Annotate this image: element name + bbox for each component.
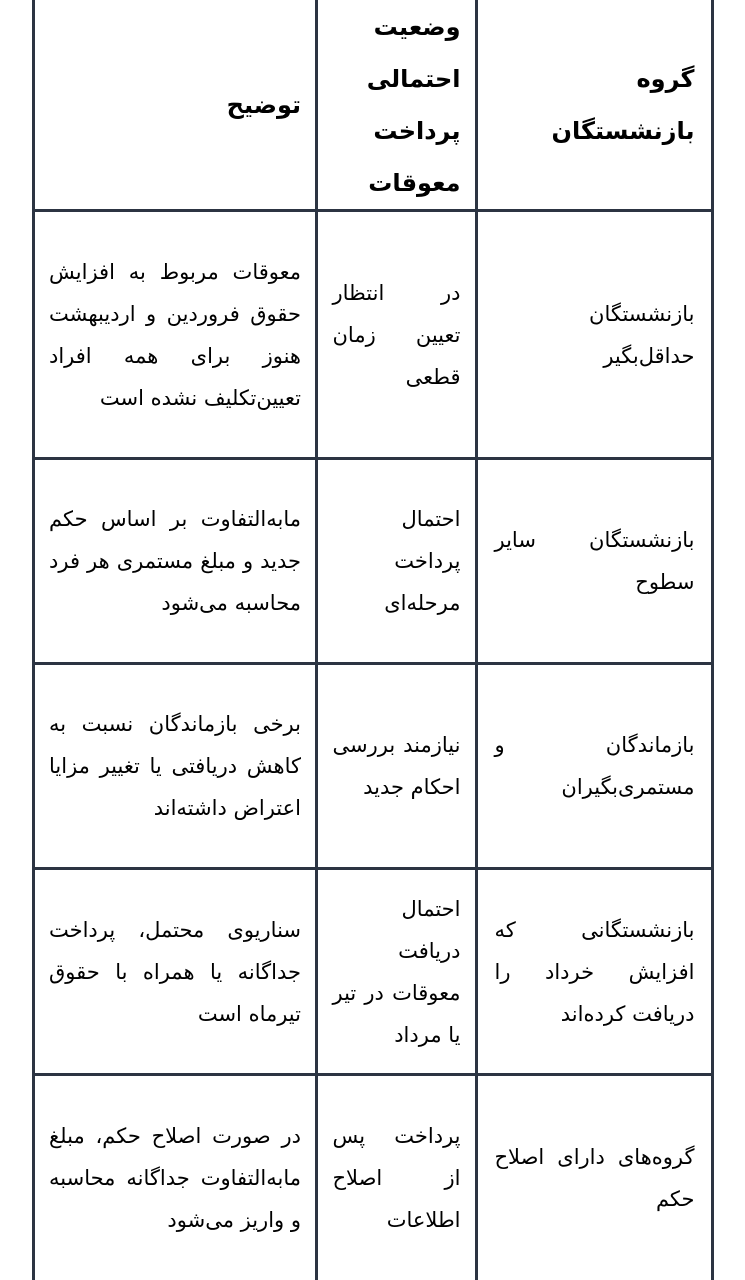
- note-text: برخی بازماندگان نسبت به کاهش دریافتی یا تغییر مزایا اعتراض داشته‌اند: [49, 712, 301, 820]
- status-cell: [315, 1076, 478, 1280]
- table-row: [35, 460, 711, 665]
- group-text: گروه‌های دارای اصلاح حکم: [494, 1145, 695, 1211]
- status-text: در انتظار تعیین زمان قطعی: [332, 280, 461, 389]
- note-cell: [35, 665, 315, 867]
- header-group-label: گروه بازنشستگان: [551, 64, 695, 145]
- note-cell: [35, 1076, 315, 1280]
- note-text: معوقات مربوط به افزایش حقوق فروردین و اردیبهشت هنوز برای همه افراد تعیین‌تکلیف نشده است: [49, 259, 301, 410]
- group-text: بازنشستگان سایر سطوح: [494, 528, 695, 594]
- status-text: احتمال دریافت معوقات در تیر یا مرداد: [332, 896, 461, 1047]
- note-text: در صورت اصلاح حکم، مبلغ مابه‌التفاوت جداگانه محاسبه و واریز می‌شود: [49, 1124, 301, 1232]
- status-cell: [315, 460, 478, 662]
- note-text: مابه‌التفاوت بر اساس حکم جدید و مبلغ مستمری هر فرد محاسبه می‌شود: [49, 507, 301, 615]
- group-cell: [478, 460, 711, 662]
- note-cell: [35, 212, 315, 457]
- group-cell: [478, 212, 711, 457]
- status-text: پرداخت پس از اصلاح اطلاعات: [332, 1124, 461, 1232]
- group-cell: [478, 1076, 711, 1280]
- status-text: احتمال پرداخت مرحله‌ای: [384, 507, 461, 615]
- header-cell-status: [315, 0, 478, 209]
- group-cell: [478, 665, 711, 867]
- header-cell-group: [478, 0, 711, 209]
- note-cell: [35, 870, 315, 1073]
- status-cell: [315, 212, 478, 457]
- group-text: بازماندگان و مستمری‌بگیران: [494, 733, 695, 799]
- note-text: سناریوی محتمل، پرداخت جداگانه یا همراه با حقوق تیرماه است: [49, 917, 301, 1026]
- table-row: [35, 870, 711, 1076]
- group-text: بازنشستگان حداقل‌بگیر: [589, 301, 695, 368]
- retirees-table: [32, 0, 714, 1280]
- table-row: [35, 212, 711, 460]
- group-cell: [478, 870, 711, 1073]
- status-cell: [315, 665, 478, 867]
- status-text: نیازمند بررسی احکام جدید: [332, 733, 461, 799]
- table-header-row: [35, 0, 711, 212]
- header-cell-note: [35, 0, 315, 209]
- group-text: بازنشستگانی که افزایش خرداد را دریافت کرده‌اند: [494, 917, 695, 1026]
- table-row: [35, 1076, 711, 1280]
- header-status-label: وضعیت احتمالی پرداخت معوقات: [366, 12, 461, 197]
- note-cell: [35, 460, 315, 662]
- header-note-label: توضیح: [226, 90, 301, 119]
- status-cell: [315, 870, 478, 1073]
- table-row: [35, 665, 711, 870]
